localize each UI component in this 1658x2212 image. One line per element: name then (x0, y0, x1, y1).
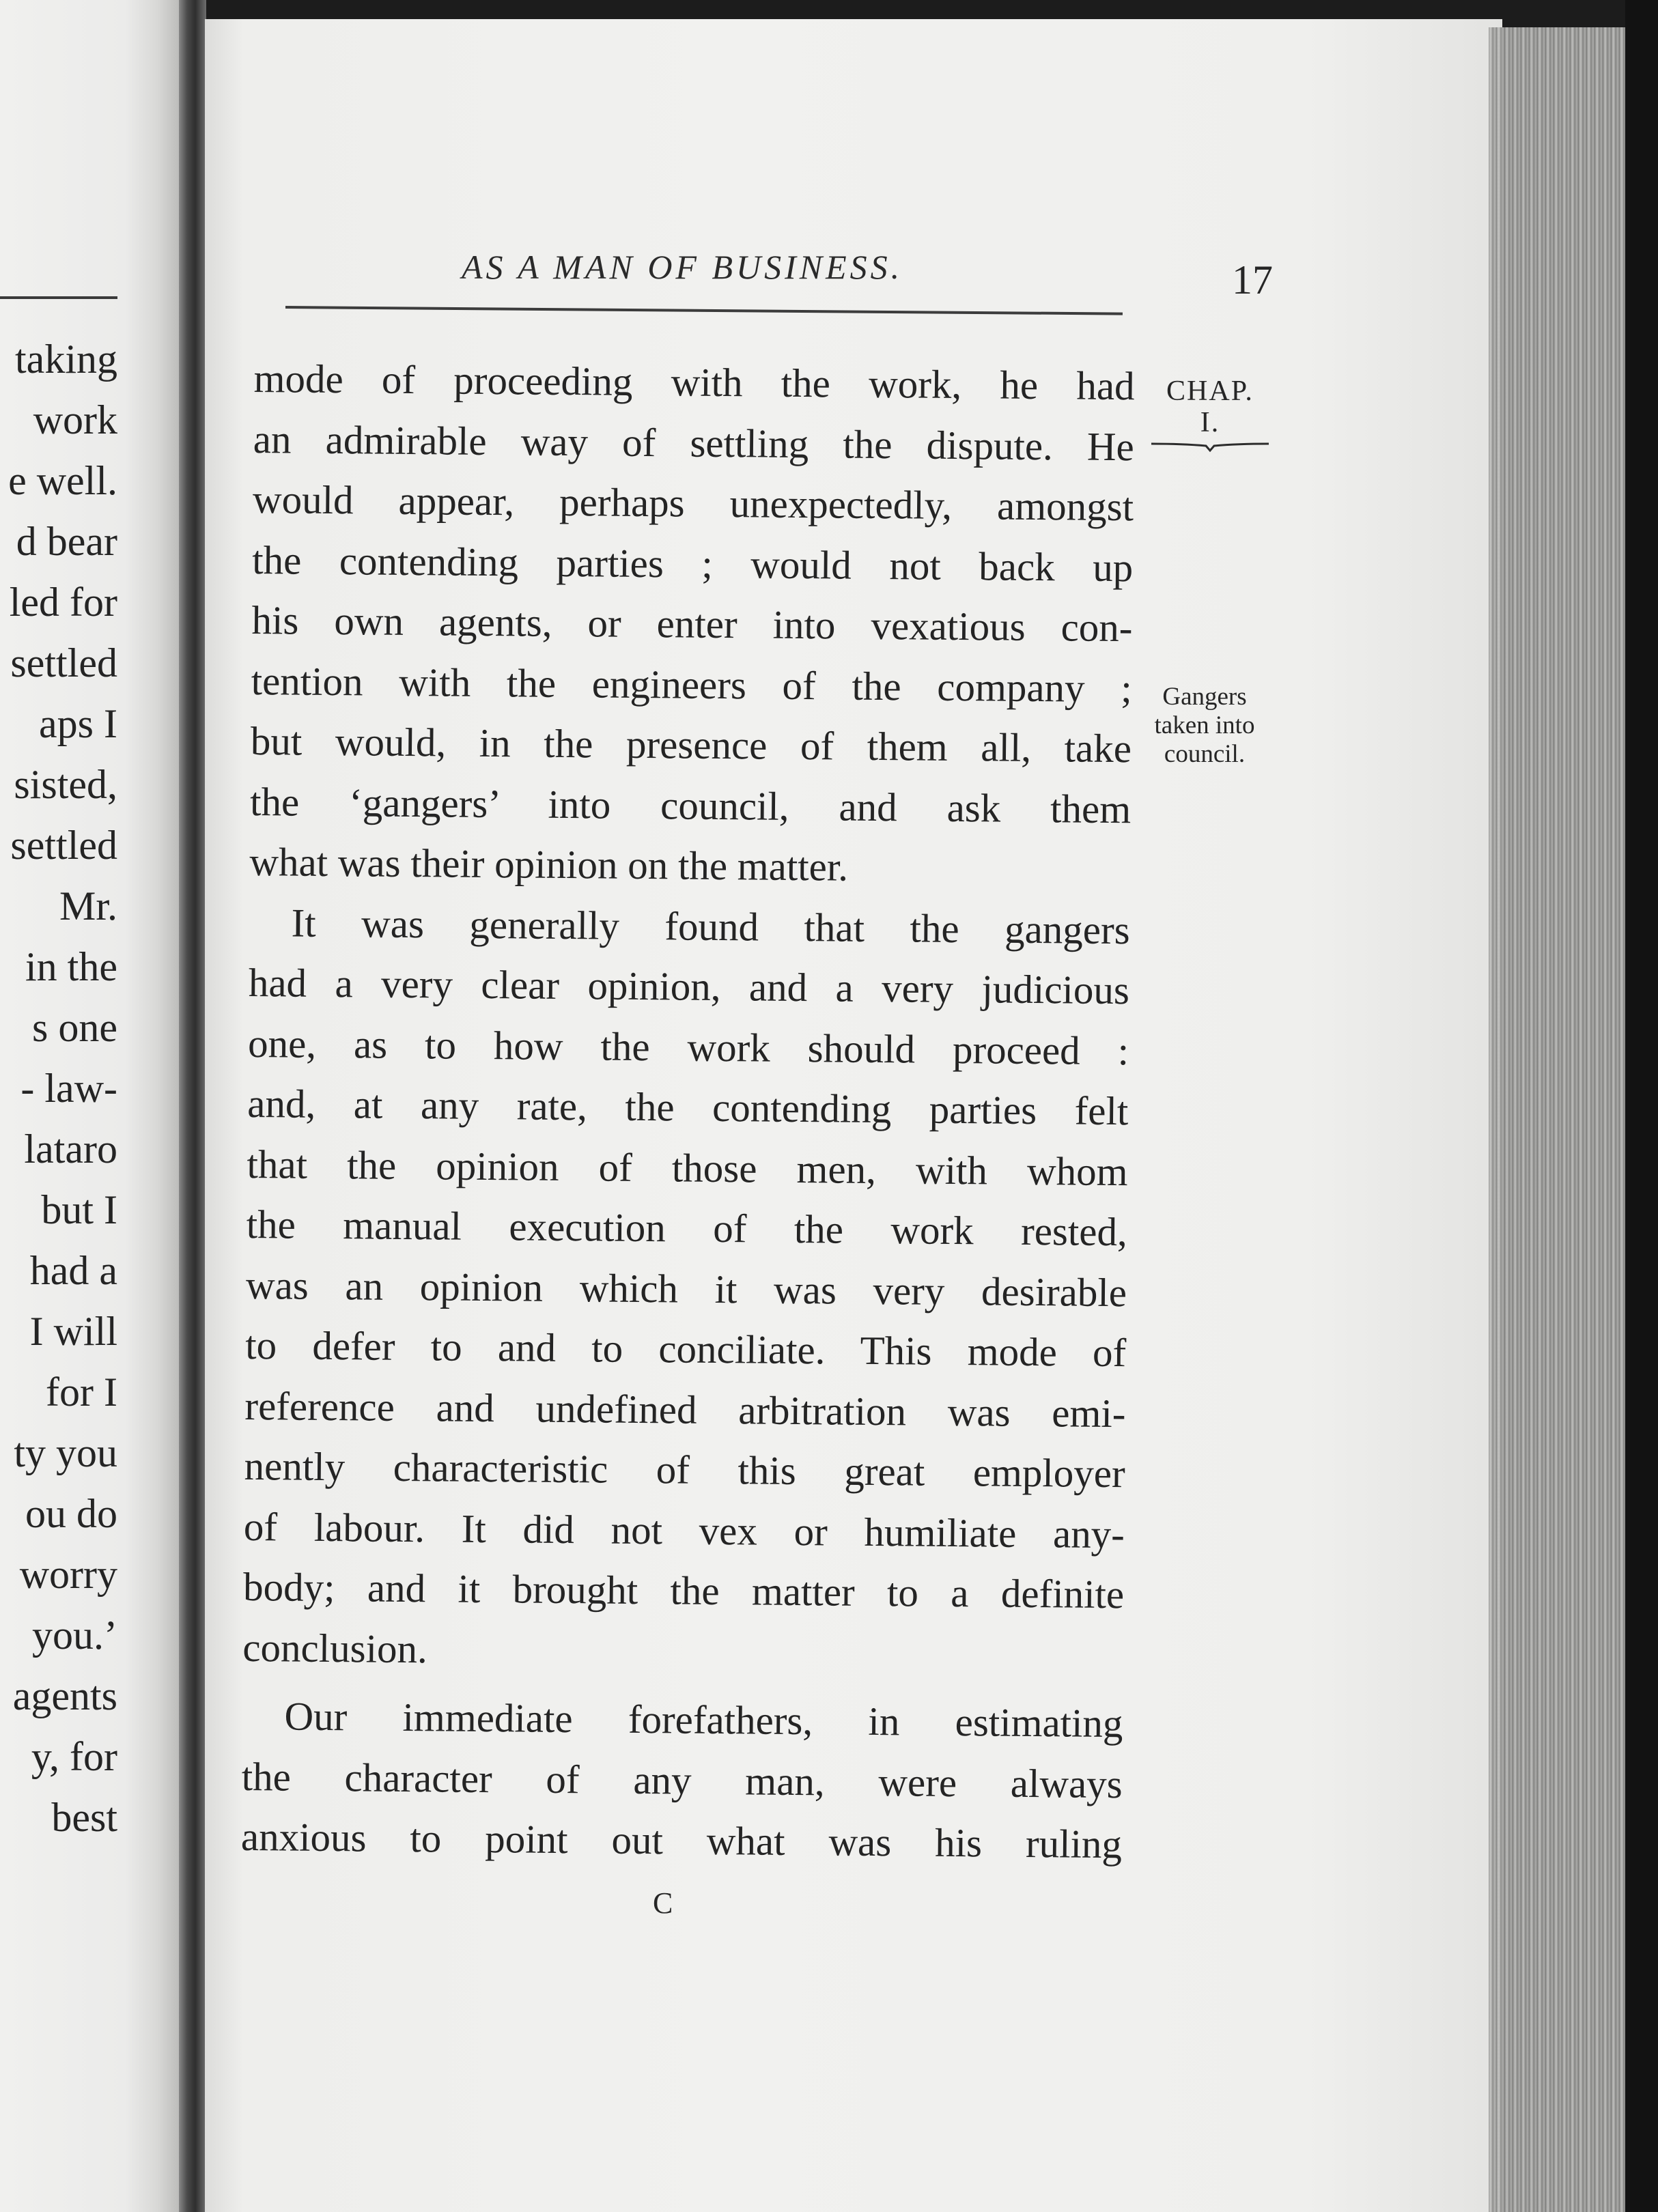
text-line: body; and it brought the matter to a definite (242, 1563, 1125, 1617)
text-line: It was generally found that the gangers (291, 900, 1130, 952)
facing-page-line: Mr. (59, 883, 117, 928)
facing-page-line: led for (9, 580, 117, 625)
facing-page-line: sisted, (14, 762, 117, 807)
text-line: that the opinion of those men, with whom (247, 1141, 1128, 1194)
facing-page-line: - law- (20, 1066, 117, 1111)
text-line: had a very clear opinion, and a very judicious (248, 959, 1130, 1013)
facing-page-line: ty you (14, 1430, 117, 1475)
facing-page-line: lataro (24, 1126, 117, 1172)
chapter-number: I. (1200, 407, 1220, 438)
book-gutter (179, 0, 206, 2212)
text-line: reference and undefined arbitration was emi- (244, 1382, 1126, 1436)
facing-page-line: work (33, 397, 117, 442)
sidenote-line: council. (1164, 740, 1246, 768)
fore-edge-shadow (1625, 0, 1658, 2212)
facing-page-left (0, 0, 179, 2212)
signature-mark: C (653, 1886, 673, 1920)
page-fore-edge (1489, 27, 1625, 2212)
facing-page-line: e well. (8, 458, 117, 503)
text-line: mode of proceeding with the work, he had (253, 355, 1135, 409)
text-line: tention with the engineers of the company ; (251, 657, 1132, 711)
facing-page-line: settled (10, 640, 117, 685)
text-line: conclusion. (242, 1624, 428, 1671)
text-line: the ‘gangers’ into council, and ask them (249, 778, 1132, 832)
sidenote-line: Gangers (1162, 683, 1247, 711)
facing-page-line: settled (10, 823, 117, 868)
sidenote (1136, 683, 1273, 769)
facing-page-line: y, for (31, 1734, 117, 1779)
text-line: an admirable way of settling the dispute. He (253, 416, 1135, 469)
text-line: Our immediate forefathers, in estimating (284, 1693, 1123, 1746)
text-line: one, as to how the work should proceed : (247, 1020, 1129, 1073)
facing-page-line: d bear (16, 519, 117, 564)
facing-page-line: you.’ (32, 1613, 117, 1658)
facing-page-line: taking (15, 337, 117, 382)
running-title: AS A MAN OF BUSINESS. (462, 248, 903, 286)
facing-page-line: aps I (39, 701, 117, 746)
text-line: to defer to and to conciliate. This mode of (244, 1322, 1127, 1376)
page-number: 17 (1232, 257, 1273, 302)
text-line: the manual execution of the work rested, (246, 1201, 1128, 1255)
text-line: was an opinion which it was very desirable (245, 1262, 1127, 1315)
chapter-marker (1149, 375, 1271, 455)
text-line: but would, in the presence of them all, take (250, 718, 1132, 771)
text-line: would appear, perhaps unexpectedly, amongst (252, 476, 1134, 530)
text-line: the character of any man, were always (241, 1753, 1123, 1806)
facing-page-line: I will (29, 1309, 117, 1354)
text-line: and, at any rate, the contending parties felt (247, 1080, 1129, 1134)
body-text (241, 348, 1135, 1875)
text-line: what was their opinion on the matter. (249, 838, 849, 890)
facing-page-line: worry (19, 1552, 117, 1597)
facing-page-line: agents (12, 1673, 117, 1718)
facing-page-line: s one (32, 1005, 117, 1050)
sidenote-line: taken into (1154, 711, 1255, 739)
text-line: nently characteristic of this great employer (244, 1443, 1125, 1497)
chapter-brace-icon (1149, 440, 1271, 455)
facing-page-line: in the (25, 944, 117, 989)
text-line: the contending parties ; would not back up (252, 537, 1134, 590)
facing-page-line: for I (46, 1370, 117, 1415)
chapter-label: CHAP. (1166, 375, 1254, 407)
text-line: his own agents, or enter into vexatious con- (251, 597, 1133, 651)
facing-page-line: ou do (25, 1491, 117, 1536)
text-line: anxious to point out what was his ruling (240, 1813, 1123, 1867)
facing-page-header-rule (0, 296, 117, 299)
facing-page-line: but I (41, 1187, 117, 1232)
facing-page-line: best (51, 1795, 117, 1840)
text-line: of labour. It did not vex or humiliate any- (243, 1503, 1125, 1557)
facing-page-line: had a (29, 1248, 117, 1293)
